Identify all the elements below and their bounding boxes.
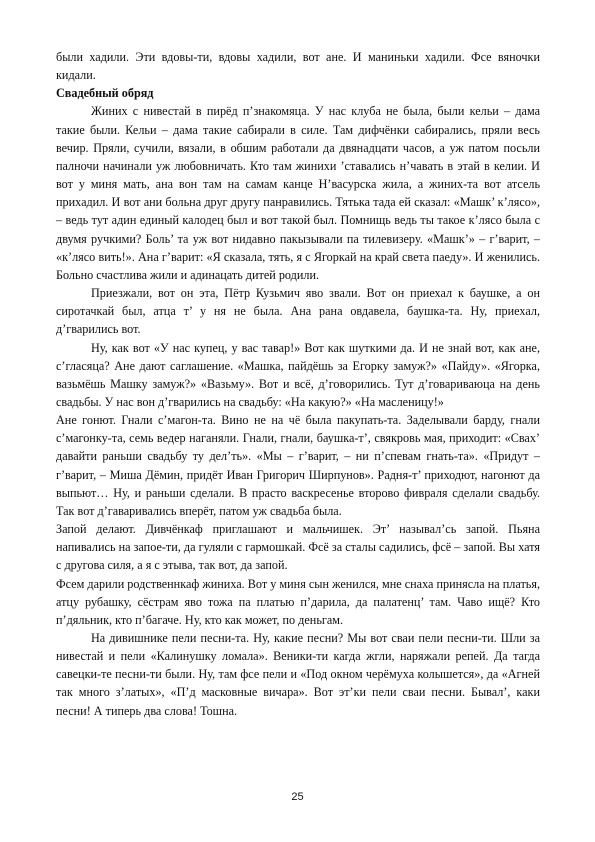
intro-paragraph: были хадили. Эти вдовы-ти, вдовы хадили, вот ане. И маниньки хадили. Фсе вяночки кидали.: [56, 50, 540, 83]
paragraph: Запой делают. Дивчёнкаф приглашают и мальчишек. Эт’ называл’сь запой. Пьяна напивались на запое-ти, да гуляли с гармошкай. Фсё за сталы садились, фсё – запой. Вы хатя с другова силя, а я с этыва, так вот, да запой.: [56, 522, 540, 573]
paragraph: Жиних с нивестай в пирёд п’знакомяца. У нас клуба не была, были кельи – дама такие были. Кельи – дама такие сабирали в силе. Там дифчёнки сабирались, пряли весь вечир. Пряли, сучили, вязали, в обшим работали да двянадцати часов, а уж патом посьли палночи начинали уж любовничать. Кто там жинихи ’ставались н’чавать в этай в келии. И вот у миня мать, ана вон там на самам канце Н’васурска жила, а жиних-та вот атсель прихадил. И вот ани больна друг другу панравились. Тятька тада ей сказал: «Машк’ к’лясо», – ведь тут адин единый калодец был и вот такой был. Помнищь ведь ты такое к’лясо была с двумя ручкими? Боль’ та уж вот нидавно пакызывали па тилевизеру. «Машк’» – г’варит, – «к’лясо вить!». Ана г’варит: «Я сказала, тять, я с Ягоркай на край света паеду». И женились. Больно счастлива жили и адинацать дитей родили.: [56, 104, 540, 282]
page-number: 25: [291, 791, 304, 803]
paragraph: Приезжали, вот он эта, Пётр Кузьмич яво звали. Вот он приехал к баушке, а он сиротачкай был, атца т’ у ня не была. Ана рана овдавела, баушка-та. Ну, приехал, д’гварились вот.: [56, 286, 540, 337]
paragraph: На дивишнике пели песни-та. Ну, какие песни? Мы вот сваи пели песни-ти. Шли за нивестай и пели «Калинушку ломала». Веники-ти кагда жгли, наряжали репей. Да тагда савецки-те песни-ти были. Ну, там фсе пели и «Под окном черёмуха колышется», да «Агней так много з’латых», «П’д масковные вичара». Вот эт’ки пели сваи песни. Бывал’, каки песни! А типерь два слова! Тошна.: [56, 631, 540, 718]
paragraph: Ну, как вот «У нас купец, у вас тавар!» Вот как шуткими да. И не знай вот, как ане, с’гласяца? Ане дают саглашение. «Машка, пайдёшь за Егорку замуж?» «Пайду». «Ягорка, вазьмёшь Машку замуж?» «Вазьму». Вот и всё, д’говорились. Тут д’говариваюца на день свадьбы. У нас вон д’гварились на свадьбу: «На какую?» «На масленицу!»: [56, 340, 540, 409]
paragraph: Ане гонют. Гнали с’магон-та. Вино не на чё была пакупать-та. Заделывали барду, гнали с’магонку-та, семь ведер наганяли. Гнали, гнали, баушка-т’, свякровь мая, приходит: «Свах’ давайти раньши свадьбу ту дел’ть». «Мы – г’варит, – ни п’спевам гнать-та». «Придут – г’варит, – Миша Дёмин, придёт Иван Григорич Ширпунов». Радня-т’ приходют, нагонют да выпьют… Ну, и раньши сделали. В прасто васкресенье второво фивраля сделали свадьбу. Так вот д’гаваривались вперёт, патом уж свадьба была.: [56, 413, 540, 518]
section-heading: Свадебный обряд: [56, 86, 154, 101]
paragraph: Фсем дарили родственнкаф жиниха. Вот у миня сын женился, мне снаха принясла на платья, атцу рубашку, сёстрам яво тожа па платью п’дарила, да палатенц’ там. Чаво ищё? Кто п’дяльник, кто п’багаче. Ну, кто как может, по деньгам.: [56, 576, 540, 627]
document-body: [56, 48, 540, 720]
